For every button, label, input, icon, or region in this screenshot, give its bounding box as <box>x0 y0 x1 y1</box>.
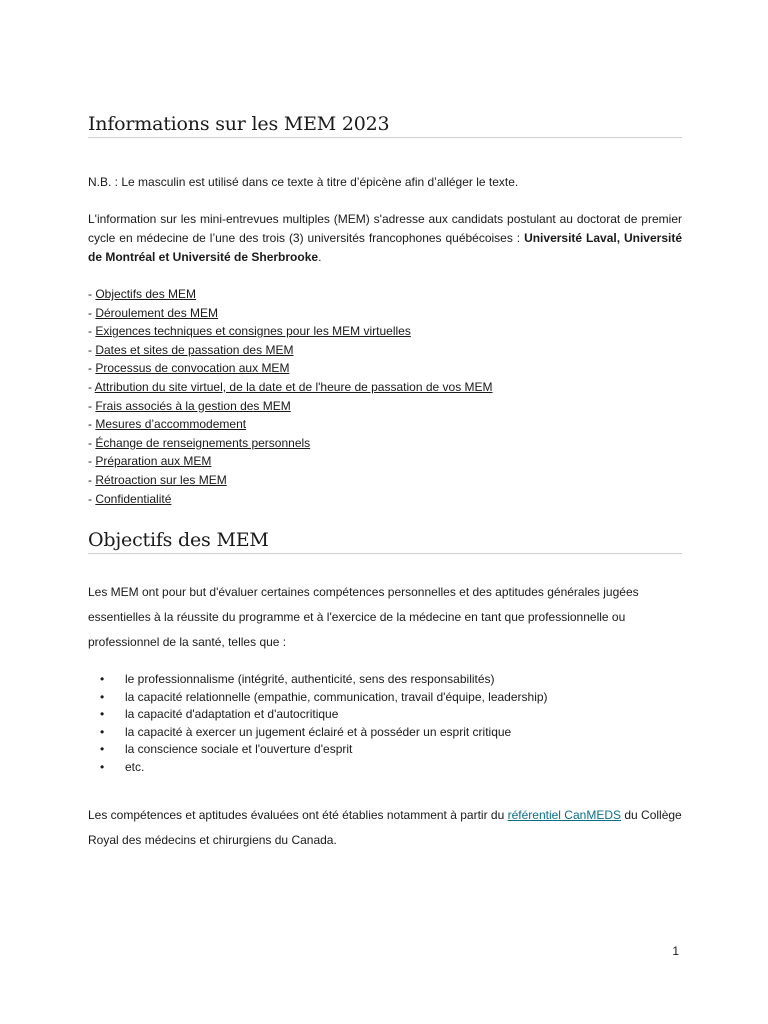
toc-item <box>88 378 493 397</box>
list-item <box>100 671 548 689</box>
toc-item <box>88 490 493 509</box>
toc-item <box>88 304 493 323</box>
document-title: Informations sur les MEM 2023 <box>88 112 682 138</box>
list-item-text: la capacité d'adaptation et d'autocritique <box>125 707 339 722</box>
toc-item <box>88 285 493 304</box>
bullet-icon: • <box>100 707 105 722</box>
toc-dash: - <box>88 417 96 432</box>
toc-link-accommodement[interactable]: Mesures d’accommodement <box>95 417 247 432</box>
toc-dash: - <box>88 324 96 339</box>
toc-item <box>88 434 493 453</box>
toc-link-confidentialite[interactable]: Confidentialité <box>95 491 172 506</box>
toc-link-attribution[interactable]: Attribution du site virtuel, de la date et de l'heure de passation de vos MEM <box>94 379 493 394</box>
section-heading-objectifs: Objectifs des MEM <box>88 528 682 554</box>
toc-item <box>88 359 493 378</box>
list-item-text: la capacité relationnelle (empathie, communication, travail d'équipe, leadership) <box>125 689 548 704</box>
list-item-text: le professionnalisme (intégrité, authenticité, sens des responsabilités) <box>125 672 495 686</box>
toc-link-renseignements[interactable]: Échange de renseignements personnels <box>95 435 311 450</box>
bullet-icon: • <box>100 672 105 686</box>
list-item-text: etc. <box>125 759 145 774</box>
toc-dash: - <box>88 491 96 506</box>
toc-item <box>88 452 493 471</box>
toc-dash: - <box>88 361 96 376</box>
gender-note: N.B. : Le masculin est utilisé dans ce texte à titre d’épicène afin d’alléger le texte. <box>88 175 519 189</box>
toc-link-dates[interactable]: Dates et sites de passation des MEM <box>95 342 294 357</box>
list-item <box>100 706 548 724</box>
toc-link-convocation[interactable]: Processus de convocation aux MEM <box>95 361 290 376</box>
toc-link-deroulement[interactable]: Déroulement des MEM <box>95 305 219 320</box>
toc-link-frais[interactable]: Frais associés à la gestion des MEM <box>95 398 291 413</box>
list-item <box>100 689 548 707</box>
bullet-icon: • <box>100 724 105 739</box>
toc-item <box>88 471 493 490</box>
universities-list: Université Laval, Université de Montréal et Université de Sherbrooke <box>88 231 682 264</box>
canmeds-link[interactable]: référentiel CanMEDS <box>507 808 621 822</box>
toc-item <box>88 341 493 360</box>
list-item-text: la conscience sociale et l'ouverture d'esprit <box>125 742 353 757</box>
toc-dash: - <box>88 305 96 320</box>
toc-dash: - <box>88 435 96 450</box>
list-item <box>100 759 548 777</box>
toc-link-preparation[interactable]: Préparation aux MEM <box>95 454 212 469</box>
competencies-list <box>100 671 548 777</box>
toc-item <box>88 397 493 416</box>
toc-link-exigences[interactable]: Exigences techniques et consignes pour les MEM virtuelles <box>95 324 411 339</box>
closing-text-end: du Collège Royal des médecins et chirurgiens du Canada. <box>88 808 682 847</box>
objectives-paragraph: Les MEM ont pour but d'évaluer certaines compétences personnelles et des aptitudes générales jugées essentielles à la réussite du programme et à l'exercice de la médecine en tant que professionnelle ou professionnel de la santé, telles que : <box>88 585 639 649</box>
list-item <box>100 741 548 759</box>
toc-item <box>88 415 493 434</box>
intro-period: . <box>318 250 322 264</box>
bullet-icon: • <box>100 689 105 704</box>
toc-dash: - <box>88 454 96 469</box>
toc-dash: - <box>88 379 95 394</box>
intro-paragraph <box>88 210 682 267</box>
page-number: 1 <box>672 944 679 958</box>
toc-dash: - <box>88 287 96 301</box>
toc-dash: - <box>88 342 96 357</box>
closing-paragraph <box>88 803 682 853</box>
toc-dash: - <box>88 472 96 487</box>
table-of-contents <box>88 285 493 508</box>
list-item-text: la capacité à exercer un jugement éclairé et à posséder un esprit critique <box>125 724 512 739</box>
bullet-icon: • <box>100 742 105 757</box>
intro-text: L'information sur les mini-entrevues multiples (MEM) s'adresse aux candidats postulant au doctorat de premier cycle en médecine de l’une des trois (3) universités francophones québécoises : <box>88 212 682 245</box>
bullet-icon: • <box>100 759 105 774</box>
list-item <box>100 724 548 742</box>
toc-link-retroaction[interactable]: Rétroaction sur les MEM <box>95 472 227 487</box>
toc-dash: - <box>88 398 96 413</box>
toc-link-objectifs[interactable]: Objectifs des MEM <box>95 287 197 301</box>
toc-item <box>88 322 493 341</box>
closing-text: Les compétences et aptitudes évaluées ont été établies notamment à partir du <box>88 808 505 822</box>
